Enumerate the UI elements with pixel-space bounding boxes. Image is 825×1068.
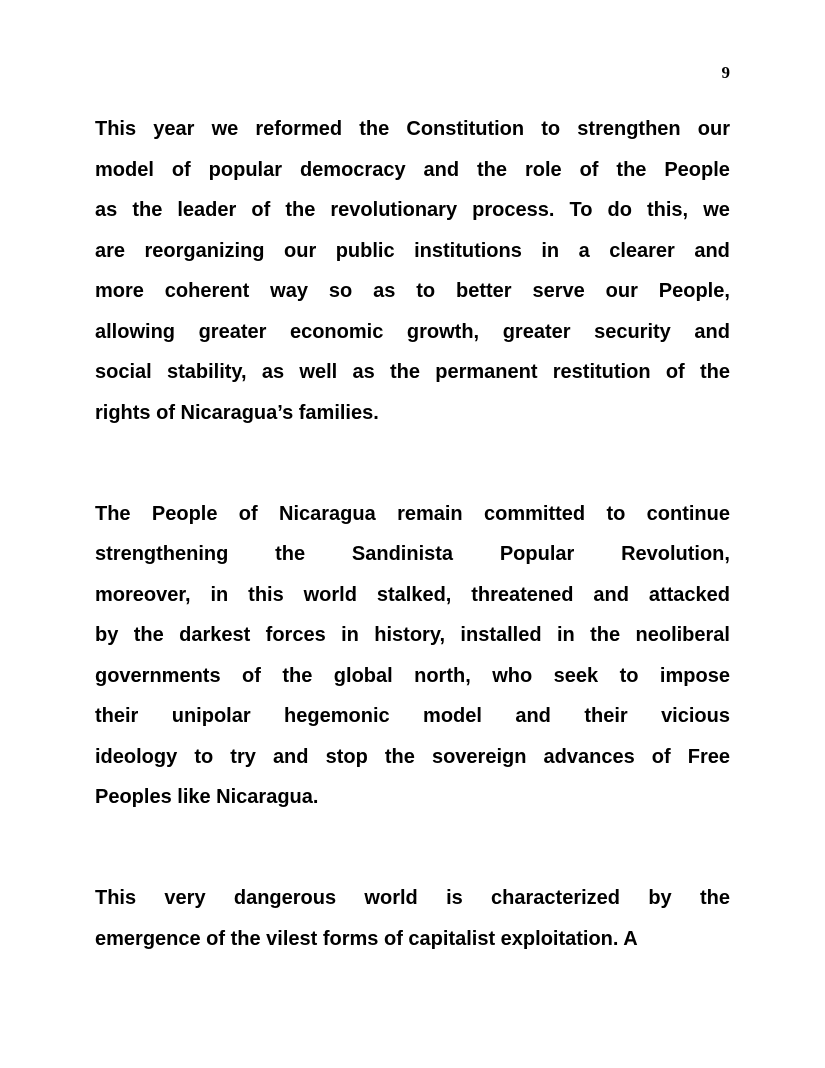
page-number: 9	[721, 63, 730, 82]
text-line: This year we reformed the Constitution to strengthen our	[95, 118, 730, 140]
text-line: ideology to try and stop the sovereign advances of Free	[95, 745, 730, 768]
document-body	[95, 109, 730, 959]
text-line: strengthening the Sandinista Popular Revolution,	[95, 543, 730, 565]
text-line: by the darkest forces in history, installed in the neoliberal	[95, 624, 730, 646]
text-line: model of popular democracy and the role of the People	[95, 158, 730, 181]
paragraph	[95, 494, 730, 818]
text-line: more coherent way so as to better serve our People,	[95, 280, 730, 302]
paragraph	[95, 878, 730, 959]
text-line: are reorganizing our public institutions in a clearer and	[95, 239, 730, 262]
text-line: emergence of the vilest forms of capitalist exploitation. A	[95, 927, 638, 950]
text-line: moreover, in this world stalked, threatened and attacked	[95, 583, 730, 606]
text-line: rights of Nicaragua’s families.	[95, 401, 379, 424]
text-line: their unipolar hegemonic model and their vicious	[95, 705, 730, 727]
paragraph	[95, 109, 730, 433]
text-line: Peoples like Nicaragua.	[95, 786, 319, 808]
text-line: governments of the global north, who seek to impose	[95, 664, 730, 687]
text-line: as the leader of the revolutionary process. To do this, we	[95, 199, 730, 221]
text-line: The People of Nicaragua remain committed to continue	[95, 502, 730, 525]
text-line: allowing greater economic growth, greater security and	[95, 320, 730, 343]
text-line: This very dangerous world is characterized by the	[95, 887, 730, 909]
text-line: social stability, as well as the permanent restitution of the	[95, 361, 730, 383]
